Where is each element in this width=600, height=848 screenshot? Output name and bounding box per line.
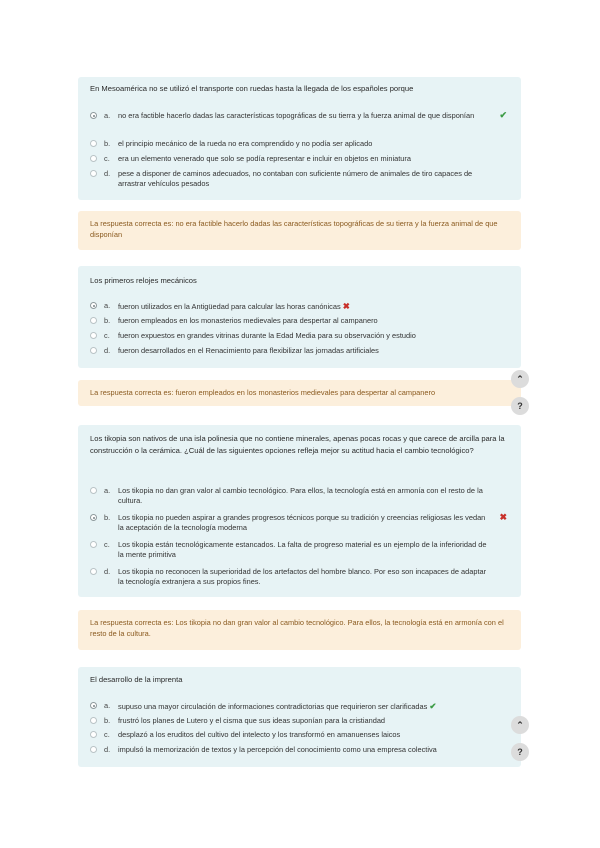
option-text: era un elemento venerado que solo se podía representar e incluir en objetos en miniatura [118,154,411,163]
option-letter: c. [104,331,110,340]
radio-button[interactable] [90,568,97,575]
option-text: impulsó la memorización de textos y la percepción del conocimiento como una empresa colectiva [118,745,437,754]
question-card-1 [78,77,521,200]
option-text: fueron utilizados en la Antigüedad para calcular las horas canónicas ✖ [118,301,350,311]
question-text: El desarrollo de la imprenta [90,675,183,684]
radio-button[interactable] [90,317,97,324]
question-card-2 [78,266,521,368]
option-text: frustró los planes de Lutero y el cisma que sus ideas suponían para la cristiandad [118,716,386,725]
answer-option-a[interactable] [90,301,507,312]
answer-option-d[interactable] [90,346,507,357]
radio-button[interactable] [90,347,97,354]
correct-answer-text: La respuesta correcta es: fueron empleados en los monasterios medievales para despertar al campanero [90,388,436,397]
answer-option-d[interactable] [90,567,507,589]
feedback-box-3 [78,610,521,650]
option-letter: d. [104,745,111,754]
option-text: supuso una mayor circulación de informaciones contradictorias que requirieron ser clarificadas ✔ [118,701,437,711]
option-letter: a. [104,701,111,710]
radio-button[interactable] [90,302,97,309]
radio-button[interactable] [90,731,97,738]
option-text: fueron expuestos en grandes vitrinas durante la Edad Media para su observación y estudio [118,331,416,340]
answer-option-b[interactable] [90,316,507,327]
radio-button[interactable] [90,140,97,147]
answer-option-a[interactable] [90,111,507,133]
radio-button[interactable] [90,332,97,339]
question-text: En Mesoamérica no se utilizó el transporte con ruedas hasta la llegada de los españoles porque [90,84,414,93]
chevron-up-icon: ⌃ [516,720,524,730]
answer-option-a[interactable] [90,486,507,508]
option-letter: b. [104,513,111,522]
check-icon: ✔ [499,110,507,120]
radio-button[interactable] [90,487,97,494]
scroll-up-button[interactable] [511,370,529,388]
answer-option-c[interactable] [90,154,507,165]
option-letter: c. [104,154,110,163]
option-letter: b. [104,139,111,148]
question-text: Los tikopia son nativos de una isla polinesia que no contiene minerales, apenas pocas rocas y que carece de arcilla para la construcción o la cerámica. ¿Cuál de las siguientes opciones refleja mejor su actitud hacia el cambio tecnológico? [90,434,505,455]
feedback-box-2 [78,380,521,406]
question-card-4 [78,667,521,767]
correct-answer-text: La respuesta correcta es: no era factible hacerlo dadas las características topográficas de su tierra y la fuerza animal de que disponían [90,219,498,239]
option-letter: d. [104,169,111,178]
answer-option-b[interactable] [90,513,507,535]
option-letter: d. [104,346,111,355]
answer-option-d[interactable] [90,745,507,756]
cross-icon: ✖ [499,512,507,522]
answer-option-b[interactable] [90,139,507,150]
option-text: Los tikopia no dan gran valor al cambio tecnológico. Para ellos, la tecnología está en armonía con el resto de la cultura. [118,486,483,505]
answer-option-c[interactable] [90,331,507,342]
radio-button[interactable] [90,746,97,753]
option-text: Los tikopia no pueden aspirar a grandes progresos técnicos porque su tradición y creencias religiosas les vedan la aceptación de la tecnología moderna [118,513,486,532]
question-card-3 [78,425,521,597]
radio-button[interactable] [90,170,97,177]
option-text: Los tikopia no reconocen la superioridad de los artefactos del hombre blanco. Por eso son incapaces de adaptar la tecnología extranjera a sus propios fines. [118,567,487,586]
option-letter: c. [104,540,110,549]
option-text: Los tikopia están tecnológicamente estancados. La falta de progreso material es un ejemplo de la inferioridad de la mente primitiva [118,540,487,559]
check-icon: ✔ [429,701,437,711]
option-letter: a. [104,111,111,120]
option-letter: a. [104,301,111,310]
cross-icon: ✖ [342,301,350,311]
radio-button[interactable] [90,717,97,724]
answer-option-c[interactable] [90,540,507,562]
option-text: fueron empleados en los monasterios medievales para despertar al campanero [118,316,378,325]
option-text: pese a disponer de caminos adecuados, no contaban con suficiente número de animales de tiro capaces de arrastrar vehículos pesados [118,169,473,188]
radio-button[interactable] [90,702,97,709]
option-text: desplazó a los eruditos del cultivo del intelecto y los transformó en amanuenses laicos [118,730,401,739]
answer-option-d[interactable] [90,169,507,191]
radio-button[interactable] [90,112,97,119]
radio-button[interactable] [90,541,97,548]
option-letter: b. [104,316,111,325]
answer-option-c[interactable] [90,730,507,741]
question-text: Los primeros relojes mecánicos [90,276,197,285]
question-icon: ? [517,401,523,411]
option-text: no era factible hacerlo dadas las características topográficas de su tierra y la fuerza animal de que disponían [118,111,475,120]
answer-option-a[interactable] [90,701,507,712]
option-text: fueron desarrollados en el Renacimiento para flexibilizar las jornadas artificiales [118,346,379,355]
chevron-up-icon: ⌃ [516,374,524,384]
feedback-box-1 [78,211,521,250]
scroll-up-button[interactable] [511,716,529,734]
option-letter: d. [104,567,111,576]
option-letter: b. [104,716,111,725]
radio-button[interactable] [90,514,97,521]
option-letter: c. [104,730,110,739]
question-icon: ? [517,747,523,757]
radio-button[interactable] [90,155,97,162]
option-letter: a. [104,486,111,495]
answer-option-b[interactable] [90,716,507,727]
help-button[interactable] [511,743,529,761]
option-text: el principio mecánico de la rueda no era comprendido y no podía ser aplicado [118,139,373,148]
correct-answer-text: La respuesta correcta es: Los tikopia no dan gran valor al cambio tecnológico. Para ellos, la tecnología está en armonía con el resto de la cultura. [90,618,504,638]
help-button[interactable] [511,397,529,415]
